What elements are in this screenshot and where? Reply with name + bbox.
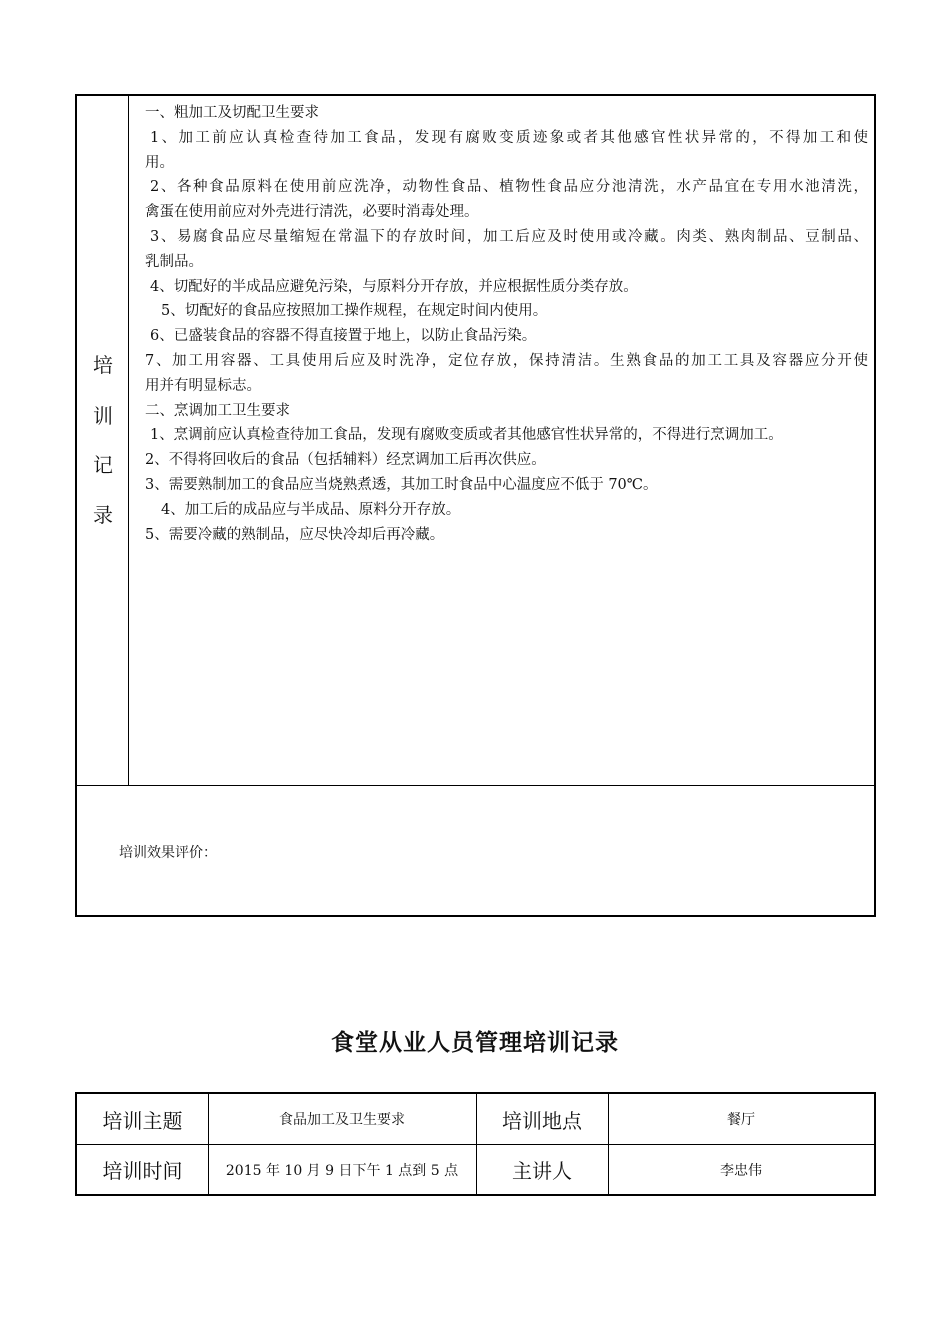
section-heading: 二、烹调加工卫生要求 (145, 402, 290, 419)
record-line: 禽蛋在使用前应对外壳进行清洗，必要时消毒处理。 (145, 204, 479, 221)
time-label: 培训时间 (102, 1159, 183, 1183)
record-line: 7、加工用容器、工具使用后应及时洗净，定位存放，保持清洁。生熟食品的加工工具及容器应分开使 (145, 352, 868, 369)
record-line: 5、需要冷藏的熟制品，应尽快冷却后再冷藏。 (145, 526, 445, 543)
record-content-text (145, 101, 868, 547)
record-line: 2、不得将回收后的食品（包括辅料）经烹调加工后再次供应。 (145, 452, 546, 469)
section-heading: 一、粗加工及切配卫生要求 (145, 105, 319, 121)
speaker-label: 主讲人 (512, 1159, 572, 1183)
record-side-label-cell (77, 96, 129, 785)
topic-value: 食品加工及卫生要求 (279, 1112, 405, 1128)
evaluation-label: 培训效果评价： (119, 845, 217, 861)
training-record-table (75, 94, 876, 917)
topic-label: 培训主题 (102, 1108, 183, 1133)
speaker-value: 李忠伟 (720, 1162, 762, 1179)
record-line: 3、易腐食品应尽量缩短在常温下的存放时间，加工后应及时使用或冷藏。肉类、熟肉制品、豆制品、 (150, 228, 868, 245)
location-label: 培训地点 (502, 1108, 582, 1133)
record-line: 乳制品。 (145, 253, 203, 270)
record-line: 用并有明显标志。 (145, 377, 261, 394)
side-label-char: 训 (93, 404, 113, 428)
record-line: 3、需要熟制加工的食品应当烧熟煮透，其加工时食品中心温度应不低于 70℃。 (145, 476, 658, 493)
side-label-char: 培 (93, 353, 113, 377)
record-line: 4、加工后的成品应与半成品、原料分开存放。 (161, 501, 461, 518)
record-line: 4、切配好的半成品应避免污染，与原料分开存放，并应根据性质分类存放。 (150, 278, 638, 295)
record-line: 5、切配好的食品应按照加工操作规程，在规定时间内使用。 (161, 303, 548, 320)
training-info-table (75, 1092, 876, 1196)
row-divider (77, 785, 874, 786)
record-content-cell (129, 96, 874, 785)
side-label-char: 录 (93, 503, 113, 527)
record-line: 用。 (145, 154, 174, 171)
record-line: 1、加工前应认真检查待加工食品，发现有腐败变质迹象或者其他感官性状异常的，不得加工和使 (150, 129, 868, 146)
page-title: 食堂从业人员管理培训记录 (331, 1030, 619, 1056)
record-line: 1、烹调前应认真检查待加工食品，发现有腐败变质或者其他感官性状异常的，不得进行烹调加工。 (150, 427, 783, 444)
side-label-char: 记 (93, 453, 113, 477)
time-value: 2015 年 10 月 9 日下午 1 点到 5 点 (225, 1162, 459, 1179)
record-line: 6、已盛装食品的容器不得直接置于地上，以防止食品污染。 (150, 328, 537, 345)
record-line: 2、各种食品原料在使用前应洗净，动物性食品、植物性食品应分池清洗，水产品宜在专用水池清洗， (150, 179, 868, 196)
location-value: 餐厅 (727, 1112, 755, 1128)
